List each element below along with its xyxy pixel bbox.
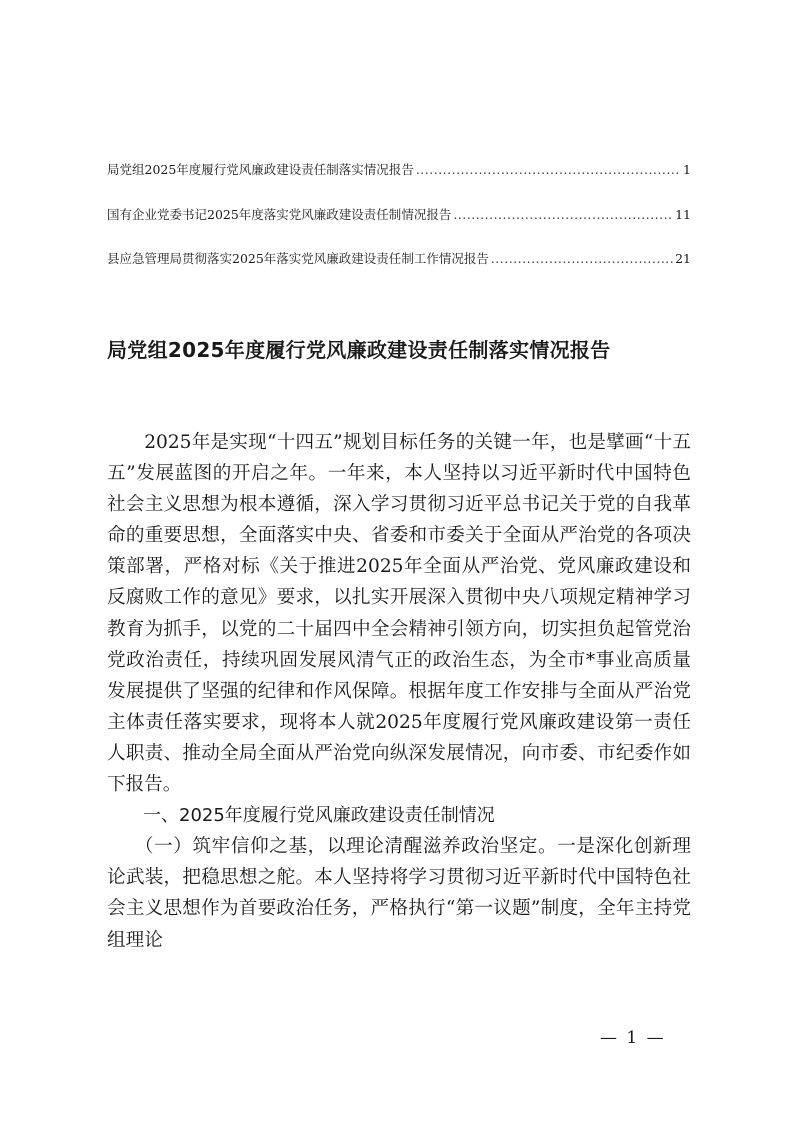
toc-leader-dots [453, 207, 673, 222]
subsection-heading: （一）筑牢信仰之基，以理论清醒滋养政治坚定。 [134, 836, 558, 858]
toc-leader-dots [416, 162, 681, 177]
document-body [107, 427, 691, 956]
toc-entry[interactable] [107, 205, 691, 250]
toc-entry-title: 县应急管理局贯彻落实2025年落实党风廉政建设责任制工作情况报告 [107, 251, 489, 266]
intro-paragraph: 2025年是实现“十四五”规划目标任务的关键一年，也是擘画“十五五”发展蓝图的开启之年。一年来，本人坚持以习近平新时代中国特色社会主义思想为根本遵循，深入学习贯彻习近平总书记关于党的自我革命的重要思想，全面落实中央、省委和市委关于全面从严治党的各项决策部署，严格对标《关于推进2025年全面从严治党、党风廉政建设和反腐败工作的意见》要求，以扎实开展深入贯彻中央八项规定精神学习教育为抓手，以党的二十届四中全会精神引领方向，切实担负起管党治党政治责任，持续巩固发展风清气正的政治生态，为全市*事业高质量发展提供了坚强的纪律和作风保障。根据年度工作安排与全面从严治党主体责任落实要求，现将本人就2025年度履行党风廉政建设第一责任人职责、推动全局全面从严治党向纵深发展情况，向市委、市纪委作如下报告。 [107, 432, 691, 796]
toc-entry-title: 国有企业党委书记2025年度落实党风廉政建设责任制情况报告 [107, 206, 452, 222]
table-of-contents [107, 160, 691, 294]
section-heading: 一、2025年度履行党风廉政建设责任制情况 [143, 805, 495, 827]
toc-entry[interactable] [107, 249, 691, 294]
toc-entry-title: 局党组2025年度履行党风廉政建设责任制落实情况报告 [107, 162, 414, 177]
toc-entry-page: 21 [675, 251, 691, 266]
subsection-text: 一是深化创新理论武装，把稳思想之舵。本人坚持将学习贯彻习近平新时代中国特色社会主义思想作为首要政治任务，严格执行“第一议题”制度，全年主持党组理论 [107, 836, 691, 951]
toc-entry-page: 1 [683, 162, 691, 177]
toc-entry-page: 11 [675, 206, 691, 222]
document-title: 局党组2025年度履行党风廉政建设责任制落实情况报告 [107, 338, 611, 362]
toc-leader-dots [491, 251, 673, 266]
toc-entry[interactable] [107, 160, 691, 205]
page-number: — 1 — [600, 1028, 666, 1048]
subsection-paragraph [107, 831, 691, 955]
